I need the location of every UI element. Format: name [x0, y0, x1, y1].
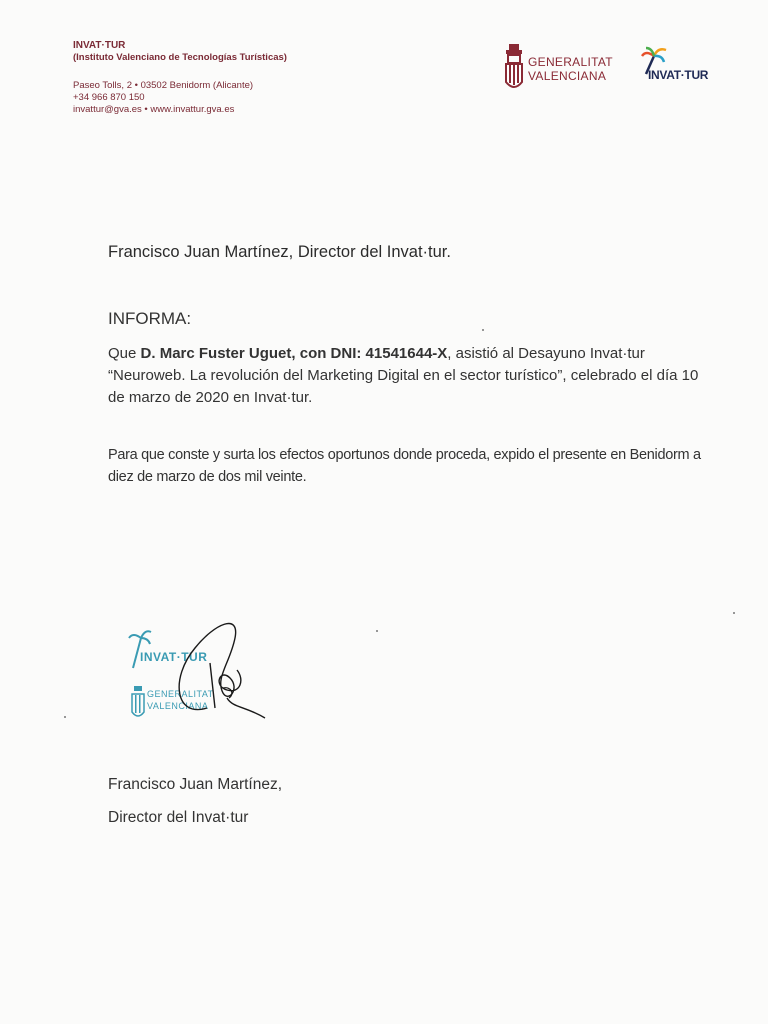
stamp-gva-line2: VALENCIANA — [147, 701, 209, 711]
paragraph1-rest: , asistió al Desayuno Invat·tur “Neuroweb. La revolución del Marketing Digital en el sector turístico”, celebrado el día 10 de marzo de 2020 en Invat·tur. — [108, 345, 699, 406]
scan-speck — [482, 329, 484, 331]
signatory-name: Francisco Juan Martínez, — [108, 776, 283, 793]
org-address: Paseo Tolls, 2 • 03502 Benidorm (Alicante) — [73, 80, 254, 91]
signatory-title: Director del Invat·tur — [108, 809, 249, 826]
stamp-gva-line1: GENERALITAT — [147, 689, 214, 699]
invattur-logo-text: INVAT·TUR — [648, 68, 709, 82]
attendee-name-dni: D. Marc Fuster Uguet, con DNI: 41541644-X — [140, 345, 448, 362]
org-name: INVAT·TUR — [73, 40, 126, 51]
scan-speck — [64, 716, 66, 718]
scan-speck — [376, 630, 378, 632]
gva-coat-of-arms-icon — [503, 44, 525, 92]
org-full-name: (Instituto Valenciano de Tecnologías Turísticas) — [73, 52, 287, 63]
org-contact: invattur@gva.es • www.invattur.gva.es — [73, 104, 235, 115]
official-stamp — [115, 608, 275, 733]
sender-line: Francisco Juan Martínez, Director del Invat·tur. — [108, 243, 451, 261]
certification-paragraph — [108, 343, 718, 409]
handwritten-signature — [115, 608, 275, 733]
org-phone: +34 966 870 150 — [73, 92, 145, 103]
invattur-logo — [638, 46, 728, 88]
gva-logo-line1: GENERALITAT — [528, 55, 613, 69]
letterhead-info — [73, 40, 373, 116]
closing-paragraph: Para que conste y surta los efectos oportunos donde proceda, expido el presente en Benidorm a diez de marzo de dos mil veinte. — [108, 447, 701, 485]
gva-logo-line2: VALENCIANA — [528, 69, 607, 83]
generalitat-logo — [503, 44, 623, 94]
paragraph1-prefix: Que — [108, 345, 141, 362]
scan-speck — [733, 612, 735, 614]
informa-heading: INFORMA: — [108, 309, 192, 328]
stamp-invattur-text: INVAT·TUR — [140, 650, 208, 664]
